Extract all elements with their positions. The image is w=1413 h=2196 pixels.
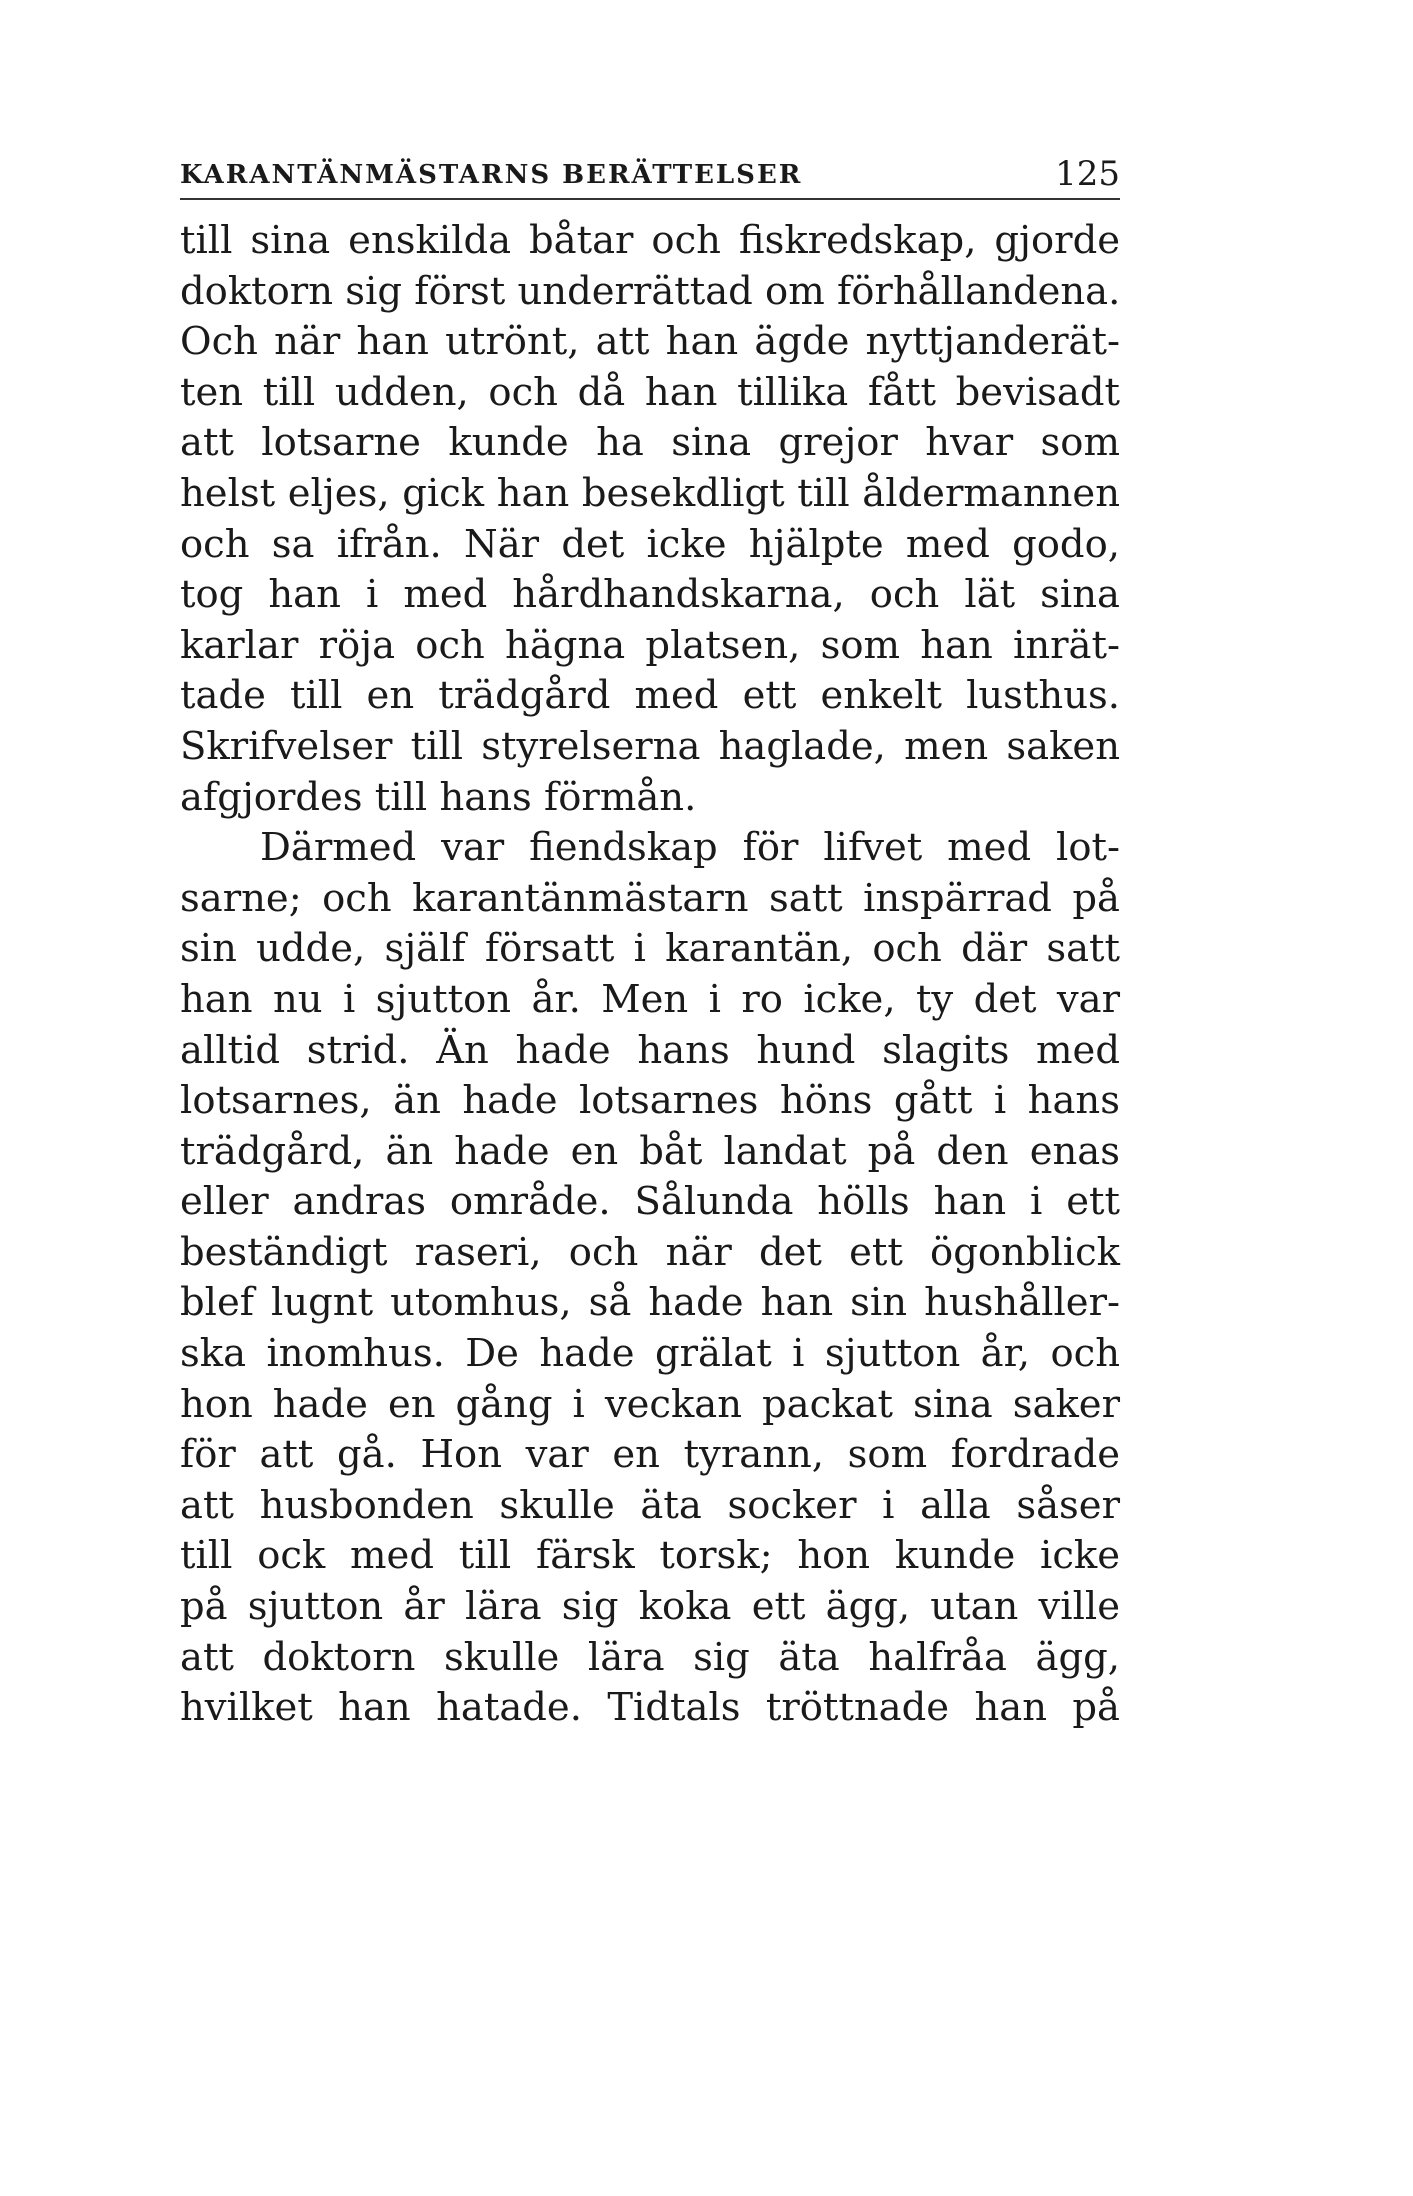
text-line: doktorn sig först underrättad om förhållandena. — [180, 268, 1121, 314]
text-line: afgjordes till hans förmån. — [180, 774, 697, 820]
text-line: han nu i sjutton år. Men i ro icke, ty det var — [180, 976, 1120, 1022]
text-line: tog han i med hårdhandskarna, och lät sina — [180, 572, 1120, 618]
text-line: helst eljes, gick han besekdligt till åldermannen — [180, 470, 1120, 516]
book-page — [180, 150, 1120, 1734]
text-line: ten till udden, och då han tillika fått bevisadt — [180, 369, 1120, 415]
text-line: till ock med till färsk torsk; hon kunde icke — [180, 1533, 1120, 1579]
text-line: tade till en trädgård med ett enkelt lusthus. — [180, 673, 1120, 719]
running-title: KARANTÄNMÄSTARNS BERÄTTELSER — [180, 160, 803, 190]
text-line: hvilket han hatade. Tidtals tröttnade han på — [180, 1685, 1120, 1731]
text-line: på sjutton år lära sig koka ett ägg, utan ville — [180, 1584, 1120, 1630]
text-line: Och när han utrönt, att han ägde nyttjanderät- — [180, 319, 1120, 365]
text-line: för att gå. Hon var en tyrann, som fordrade — [180, 1432, 1120, 1478]
text-line: sin udde, själf försatt i karantän, och där satt — [180, 926, 1120, 972]
text-line: eller andras område. Sålunda hölls han i ett — [180, 1179, 1120, 1225]
text-line: och sa ifrån. När det icke hjälpte med godo, — [180, 521, 1120, 567]
text-line: till sina enskilda båtar och fiskredskap, gjorde — [180, 218, 1120, 263]
text-line: alltid strid. Än hade hans hund slagits med — [180, 1027, 1120, 1073]
text-line: sarne; och karantänmästarn satt inspärrad på — [180, 875, 1120, 921]
text-line: blef lugnt utomhus, så hade han sin hushåller- — [180, 1280, 1120, 1326]
page-number: 125 — [1055, 154, 1120, 194]
text-line: att lotsarne kunde ha sina grejor hvar som — [180, 420, 1120, 466]
text-line: karlar röja och hägna platsen, som han inrät- — [180, 622, 1120, 668]
text-line: att husbonden skulle äta socker i alla såser — [180, 1482, 1120, 1528]
running-head — [180, 150, 1120, 200]
text-line: trädgård, än hade en båt landat på den enas — [180, 1128, 1120, 1174]
text-line: Därmed var fiendskap för lifvet med lot- — [260, 825, 1120, 871]
text-line: Skrifvelser till styrelserna haglade, men saken — [180, 723, 1120, 769]
body-text — [180, 216, 1120, 1734]
text-line: att doktorn skulle lära sig äta halfråa ägg, — [180, 1634, 1120, 1680]
text-line: beständigt raseri, och när det ett ögonblick — [180, 1229, 1120, 1275]
text-line: ska inomhus. De hade grälat i sjutton år, och — [180, 1331, 1120, 1377]
text-line: hon hade en gång i veckan packat sina saker — [180, 1381, 1120, 1427]
text-line: lotsarnes, än hade lotsarnes höns gått i hans — [180, 1078, 1120, 1124]
